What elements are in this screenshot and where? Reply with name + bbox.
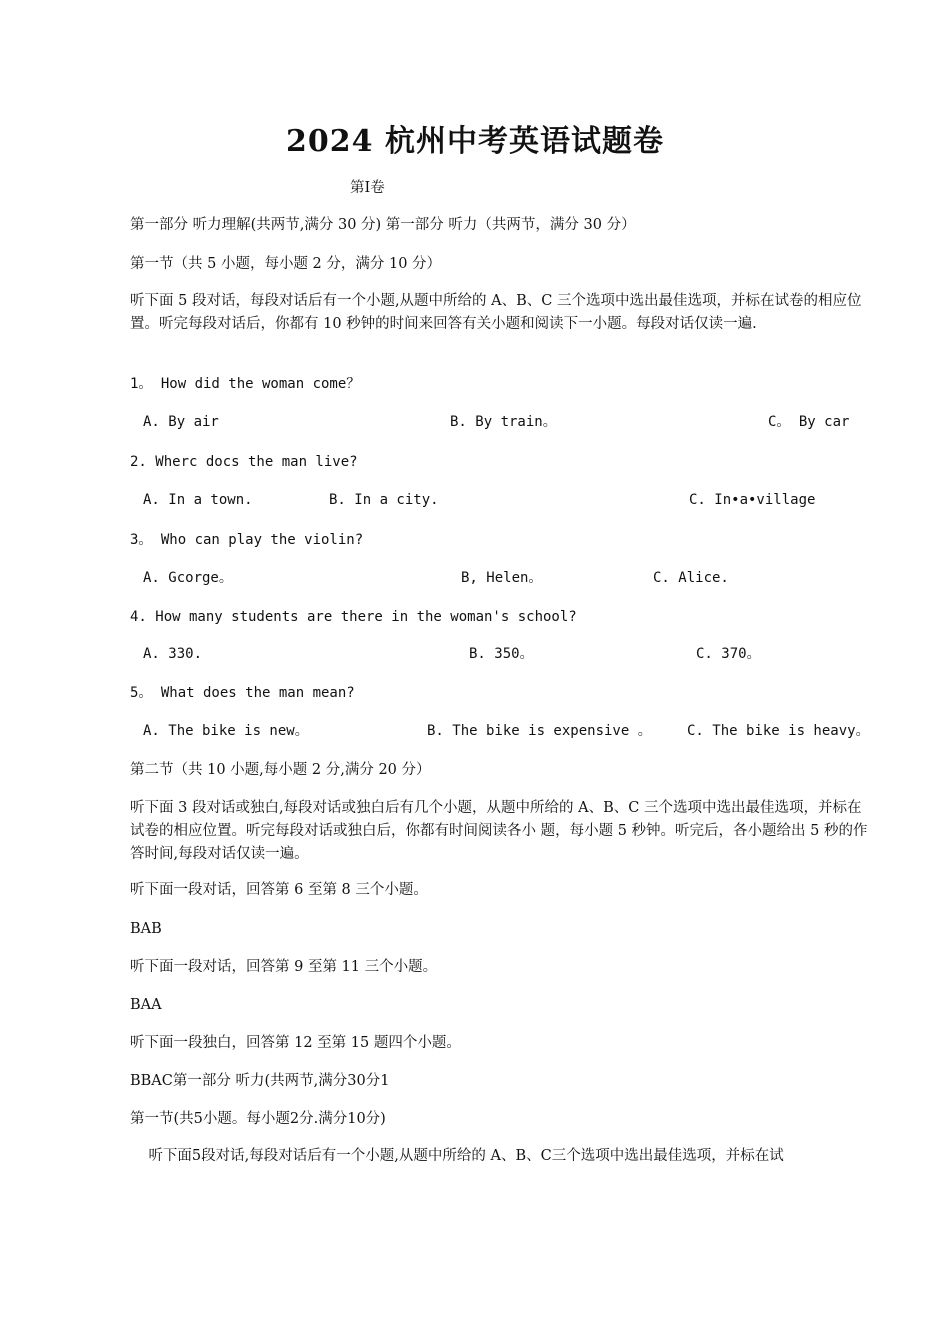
question-3-stem: 3。 Who can play the violin? (130, 532, 364, 548)
question-1-stem: 1。 How did the woman come？ (130, 376, 361, 392)
section2-instructions: 听下面 3 段对话或独白,每段对话或独白后有几个小题，从题中所给的 A、B、C 三个选项中选出最佳选项，并标在试卷的相应位置。听完每段对话或独白后，你都有时间阅读各小 题，每小题 5 秒钟。听完后，各小题给出 5 秒的作答时间,每段对话仅读一遍。 (130, 800, 868, 862)
section1-repeat-heading: 第一节(共5小题。每小题2分.满分10分) (130, 1111, 386, 1127)
question-5-option-a: A. The bike is new。 (143, 723, 309, 739)
question-1-option-c: C。 By car (768, 414, 850, 430)
question-5-stem: 5。 What does the man mean? (130, 685, 355, 701)
instructions-repeat: 听下面5段对话,每段对话后有一个小题,从题中所给的 A、B、C三个选项中选出最佳选项，并标在试 (130, 1148, 784, 1164)
question-4-option-c: C. 370。 (696, 646, 761, 662)
section2-heading: 第二节（共 10 小题,每小题 2 分,满分 20 分） (130, 762, 431, 778)
question-4-stem: 4. How many students are there in the woman's school? (130, 609, 577, 625)
section1-heading: 第一节（共 5 小题，每小题 2 分，满分 10 分） (130, 256, 442, 272)
question-5-option-c: C. The bike is heavy。 (687, 723, 870, 739)
question-4-option-a: A. 330. (143, 646, 203, 662)
volume-label: 第Ⅰ卷 (350, 180, 385, 196)
answer-set-1: BAB (130, 921, 162, 937)
question-1-option-a: A. By air (143, 414, 219, 430)
question-2-option-b: B. In a city. (329, 492, 439, 508)
question-2-option-a: A. In a town. (143, 492, 253, 508)
answer-set-2: BAA (130, 997, 162, 1013)
dialog2-instruction: 听下面一段对话，回答第 9 至第 11 三个小题。 (130, 959, 438, 975)
part1-heading: 第一部分 听力理解(共两节,满分 30 分) 第一部分 听力（共两节，满分 30 分） (130, 217, 636, 233)
question-3-option-c: C. Alice. (653, 570, 729, 586)
question-1-option-b: B. By train。 (450, 414, 557, 430)
section1-instructions: 听下面 5 段对话，每段对话后有一个小题,从题中所给的 A、B、C 三个选项中选出最佳选项，并标在试卷的相应位置。听完每段对话后，你都有 10 秒钟的时间来回答有关小题和阅读下一小题。每段对话仅读一遍. (130, 293, 862, 332)
question-4-option-b: B. 350。 (469, 646, 534, 662)
dialog1-instruction: 听下面一段对话，回答第 6 至第 8 三个小题。 (130, 882, 428, 898)
answer-set-3: BBAC第一部分 听力(共两节,满分30分1 (130, 1073, 390, 1089)
question-3-option-b: B, Helen。 (461, 570, 543, 586)
question-3-option-a: A. Gcorge。 (143, 570, 233, 586)
question-2-option-c: C. In•a•village (689, 492, 816, 508)
question-5-option-b: B. The bike is expensive 。 (427, 723, 652, 739)
page-title: 2024 杭州中考英语试题卷 (286, 124, 664, 159)
monologue-instruction: 听下面一段独白，回答第 12 至第 15 题四个小题。 (130, 1035, 461, 1051)
question-2-stem: 2. Wherc docs the man live? (130, 454, 358, 470)
